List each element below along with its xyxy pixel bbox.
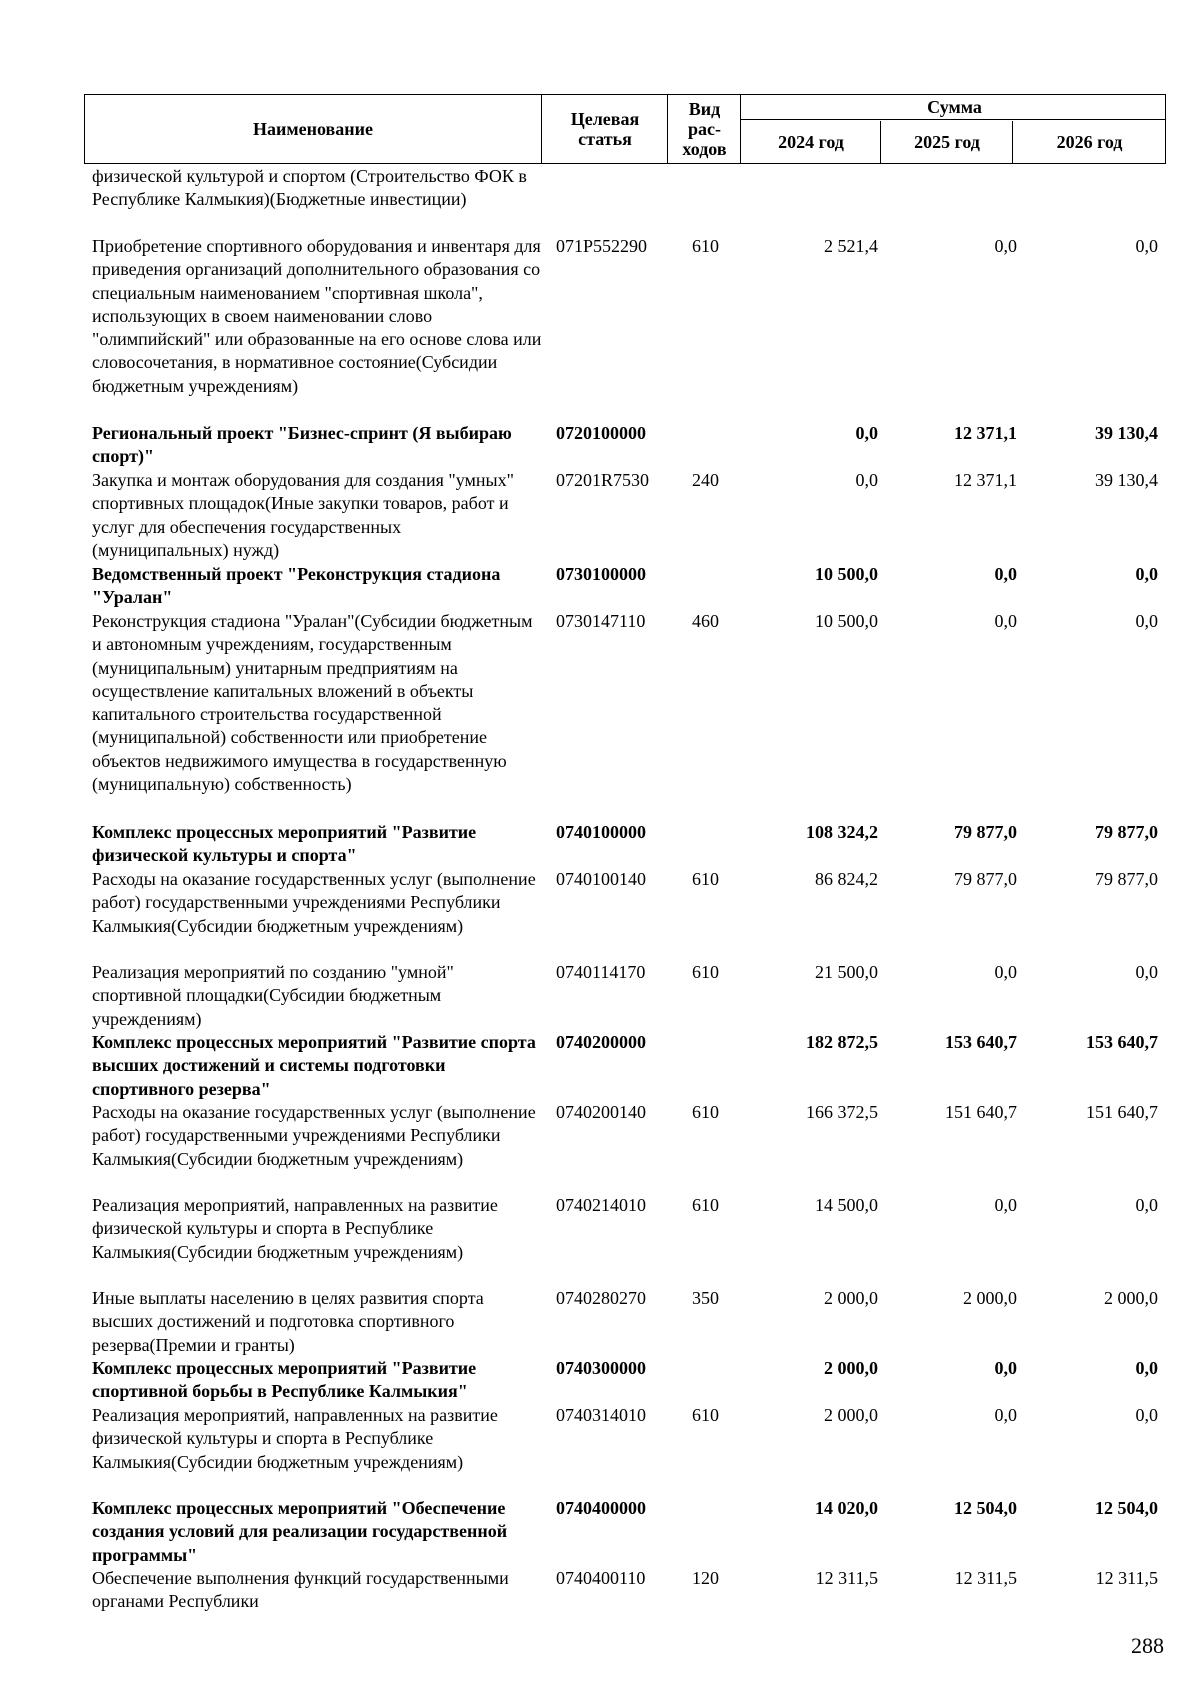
row-name: Обеспечение выполнения функций государственными органами Республики xyxy=(92,1568,509,1612)
row-name: Региональный проект "Бизнес-спринт (Я выбираю спорт)" xyxy=(92,423,512,467)
header-sum: Сумма xyxy=(927,97,982,117)
row-2026: 151 640,7 xyxy=(1086,1102,1158,1122)
row-name: Комплекс процессных мероприятий "Развитие физической культуры и спорта" xyxy=(92,822,477,866)
row-2025: 2 000,0 xyxy=(963,1288,1017,1308)
row-2026: 0,0 xyxy=(1135,962,1158,982)
row-2026: 12 504,0 xyxy=(1095,1498,1158,1518)
page-number: 288 xyxy=(1131,1633,1164,1658)
header-kind: Вид рас-ходов xyxy=(682,99,727,159)
row-name: Приобретение спортивного оборудования и инвентаря для приведения организаций дополнительного образования со специальным наименованием "спортивная школа", использующих в своем наименовании слово "олимпийский" или образованные на его основе слова или словосочетания, в нормативное состояние(Субсидии бюджетным учреждениям) xyxy=(92,236,542,396)
row-code: 0740100000 xyxy=(556,822,646,842)
header-2025: 2025 год xyxy=(914,132,980,152)
row-2025: 12 311,5 xyxy=(954,1568,1017,1588)
row-code: 071P552290 xyxy=(556,236,648,256)
row-2025: 12 371,1 xyxy=(954,470,1017,490)
row-name: Реализация мероприятий по созданию "умной" спортивной площадки(Субсидии бюджетным учреждениям) xyxy=(92,962,454,1029)
row-kind: 610 xyxy=(692,869,719,889)
row-2024: 12 311,5 xyxy=(815,1568,878,1588)
header-2024: 2024 год xyxy=(778,132,844,152)
row-name: Расходы на оказание государственных услуг (выполнение работ) государственными учреждениями Республики Калмыкия(Субсидии бюджетным учреждениям) xyxy=(92,869,536,936)
row-2025: 151 640,7 xyxy=(945,1102,1017,1122)
row-2026: 39 130,4 xyxy=(1095,470,1158,490)
row-code: 0740200000 xyxy=(556,1032,646,1052)
row-2024: 0,0 xyxy=(855,423,878,443)
row-2024: 14 500,0 xyxy=(815,1195,878,1215)
row-2025: 79 877,0 xyxy=(954,869,1017,889)
row-code: 0740214010 xyxy=(556,1195,646,1215)
row-name: Реализация мероприятий, направленных на развитие физической культуры и спорта в Республике Калмыкия(Субсидии бюджетным учреждениям) xyxy=(92,1195,498,1262)
row-2024: 0,0 xyxy=(855,470,878,490)
row-code: 0730100000 xyxy=(556,564,646,584)
row-name: Комплекс процессных мероприятий "Развитие спортивной борьбы в Республике Калмыкия" xyxy=(92,1358,477,1402)
row-name: Комплекс процессных мероприятий "Обеспечение создания условий для реализации государственной программы" xyxy=(92,1498,508,1565)
row-2026: 0,0 xyxy=(1135,611,1158,631)
row-2024: 14 020,0 xyxy=(815,1498,878,1518)
row-code: 0740400110 xyxy=(556,1568,646,1588)
row-name: Иные выплаты населению в целях развития спорта высших достижений и подготовка спортивного резерва(Премии и гранты) xyxy=(92,1288,484,1355)
row-code: 0740300000 xyxy=(556,1358,646,1378)
row-2024: 2 000,0 xyxy=(824,1288,878,1308)
row-code: 0740400000 xyxy=(556,1498,646,1518)
row-2026: 79 877,0 xyxy=(1095,822,1158,842)
row-code: 07201R7530 xyxy=(556,470,650,490)
row-name: Закупка и монтаж оборудования для создания "умных" спортивных площадок(Иные закупки товаров, работ и услуг для обеспечения государственных (муниципальных) нужд) xyxy=(92,470,514,560)
row-2024: 166 372,5 xyxy=(806,1102,878,1122)
row-2025: 0,0 xyxy=(994,611,1017,631)
row-2025: 0,0 xyxy=(994,1358,1017,1378)
row-2024: 2 521,4 xyxy=(824,236,878,256)
row-2024: 182 872,5 xyxy=(806,1032,878,1052)
row-2026: 0,0 xyxy=(1135,1195,1158,1215)
row-2025: 12 371,1 xyxy=(954,423,1017,443)
row-code: 0740314010 xyxy=(556,1405,646,1425)
row-2024: 108 324,2 xyxy=(806,822,878,842)
row-2024: 2 000,0 xyxy=(824,1358,878,1378)
row-2025: 153 640,7 xyxy=(945,1032,1017,1052)
row-2025: 0,0 xyxy=(994,962,1017,982)
row-2025: 79 877,0 xyxy=(954,822,1017,842)
row-name: Реконструкция стадиона "Уралан"(Субсидии бюджетным и автономным учреждениям, государственным (муниципальным) унитарным предприятиям на осуществление капитальных вложений в объекты капитального строительства государственной (муниципальной) собственности или приобретение объектов недвижимого имущества в государственную (муниципальную) собственность) xyxy=(92,611,533,795)
table-header xyxy=(84,94,1166,164)
row-2025: 12 504,0 xyxy=(954,1498,1017,1518)
row-kind: 120 xyxy=(692,1568,719,1588)
row-2024: 86 824,2 xyxy=(815,869,878,889)
row-code: 0720100000 xyxy=(556,423,646,443)
row-2025: 0,0 xyxy=(994,1405,1017,1425)
row-2024: 10 500,0 xyxy=(815,611,878,631)
row-kind: 610 xyxy=(692,962,719,982)
row-name: Реализация мероприятий, направленных на развитие физической культуры и спорта в Республике Калмыкия(Субсидии бюджетным учреждениям) xyxy=(92,1405,498,1472)
row-code: 0740114170 xyxy=(556,962,646,982)
row-2024: 2 000,0 xyxy=(824,1405,878,1425)
header-code: Целевая статья xyxy=(570,109,640,149)
row-code: 0740200140 xyxy=(556,1102,646,1122)
row-2026: 79 877,0 xyxy=(1095,869,1158,889)
row-kind: 610 xyxy=(692,1195,719,1215)
row-2026: 0,0 xyxy=(1135,1405,1158,1425)
row-code: 0730147110 xyxy=(556,611,646,631)
row-code: 0740280270 xyxy=(556,1288,646,1308)
row-2024: 21 500,0 xyxy=(815,962,878,982)
row-kind: 610 xyxy=(692,1405,719,1425)
row-2026: 0,0 xyxy=(1135,564,1158,584)
row-2025: 0,0 xyxy=(994,236,1017,256)
row-2025: 0,0 xyxy=(994,1195,1017,1215)
header-name: Наименование xyxy=(253,119,373,139)
row-2026: 0,0 xyxy=(1135,1358,1158,1378)
row-2024: 10 500,0 xyxy=(815,564,878,584)
row-kind: 240 xyxy=(692,470,719,490)
row-2026: 39 130,4 xyxy=(1095,423,1158,443)
row-name: Комплекс процессных мероприятий "Развитие спорта высших достижений и системы подготовки спортивного резерва" xyxy=(92,1032,536,1099)
row-kind: 350 xyxy=(692,1288,719,1308)
row-name: физической культурой и спортом (Строительство ФОК в Республике Калмыкия)(Бюджетные инвестиции) xyxy=(92,166,527,210)
row-kind: 610 xyxy=(692,236,719,256)
row-2026: 12 311,5 xyxy=(1095,1568,1158,1588)
row-2026: 0,0 xyxy=(1135,236,1158,256)
row-code: 0740100140 xyxy=(556,869,646,889)
row-2025: 0,0 xyxy=(994,564,1017,584)
row-kind: 610 xyxy=(692,1102,719,1122)
row-name: Ведомственный проект "Реконструкция стадиона "Уралан" xyxy=(92,564,501,608)
header-2026: 2026 год xyxy=(1056,132,1123,152)
row-name: Расходы на оказание государственных услуг (выполнение работ) государственными учреждениями Республики Калмыкия(Субсидии бюджетным учреждениям) xyxy=(92,1102,536,1169)
row-2026: 2 000,0 xyxy=(1104,1288,1158,1308)
row-kind: 460 xyxy=(692,611,719,631)
row-2026: 153 640,7 xyxy=(1086,1032,1158,1052)
